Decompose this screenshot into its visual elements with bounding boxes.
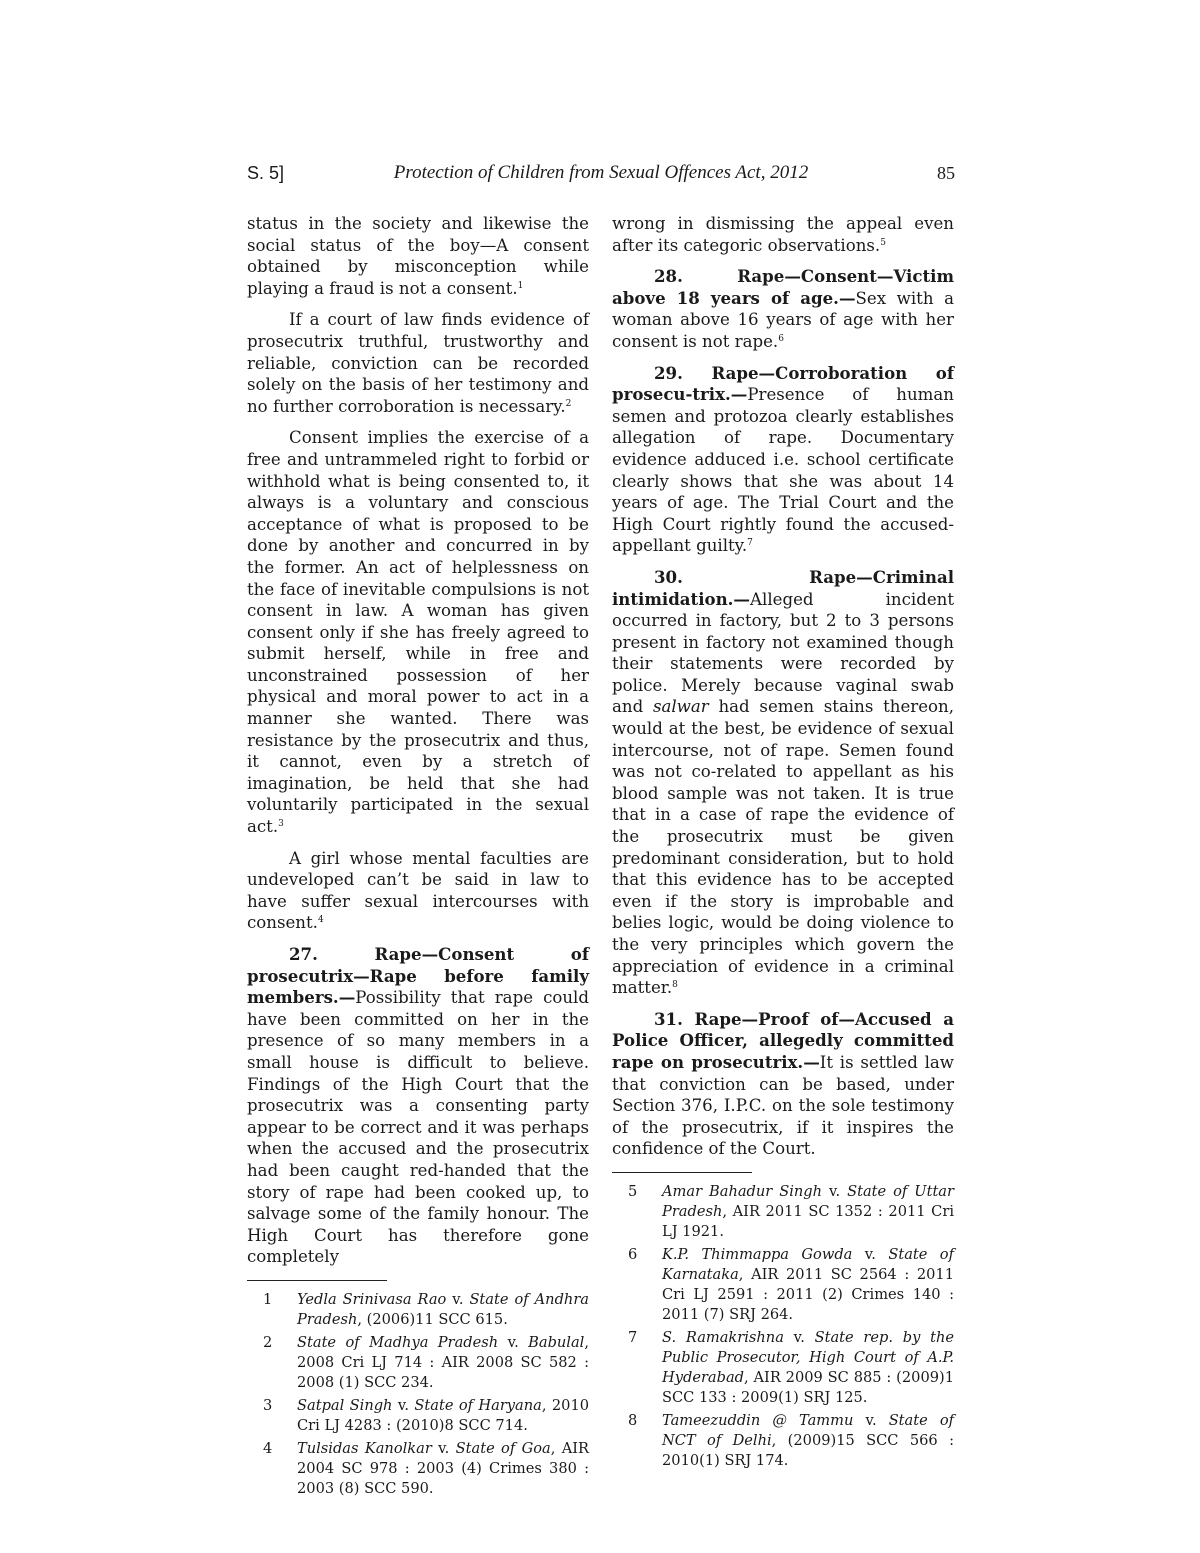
case-party: Tameezuddin @ Tammu — [662, 1411, 854, 1429]
footnote-text — [662, 1182, 954, 1242]
paragraph-mental-faculties: A girl whose mental faculties are undeveloped can’t be said in law to have suffer sexual intercourses with consent.$^4$ — [247, 848, 589, 933]
section-heading: 29. Rape—Corroboration of prosecu-trix.— — [612, 362, 954, 405]
footnote — [612, 1182, 954, 1242]
paragraph-consent: Consent implies the exercise of a free and untrammeled right to forbid or withhold what is being consented to, it always is a voluntary and conscious acceptance of what is proposed to be done by another and concurred in by the former. An act of helplessness on the face of inevitable compulsions is not consent in law. A woman has given consent only if she has freely agreed to submit herself, while in free and unconstrained possession of her physical and moral power to act in a manner she wanted. There was resistance by the prosecutrix and thus, it cannot, even by a stretch of imagination, be held that she had voluntarily participated in the sexual act.$^3$ — [247, 428, 589, 837]
footnote-number: 2 — [263, 1333, 273, 1351]
paragraph-status: status in the society and likewise the social status of the boy—A consent obtained by misconception while playing a fraud is not a consent.$^1$ — [247, 214, 589, 298]
footnotes-right — [612, 1182, 954, 1471]
footnote-ref: 7 — [747, 538, 753, 549]
versus: v. — [853, 1411, 889, 1429]
footnote-text — [297, 1333, 589, 1393]
section-heading: 30. Rape—Criminal intimidation.— — [612, 566, 954, 609]
footnote-ref: 6 — [778, 333, 784, 344]
italic-term: salwar — [652, 697, 709, 717]
footnote-ref: 3 — [278, 819, 284, 830]
footnote-text — [297, 1290, 589, 1330]
footnote-text — [662, 1245, 954, 1325]
footnote — [612, 1245, 954, 1325]
footnote — [612, 1411, 954, 1471]
left-column — [247, 213, 589, 1502]
case-party: State of Goa — [455, 1439, 551, 1457]
case-party: State of Karnataka — [662, 1245, 954, 1283]
section-heading: 28. Rape—Consent—Victim above 18 years of age.— — [612, 266, 954, 308]
case-party: State of NCT of Delhi — [662, 1411, 955, 1449]
section-30: 30. Rape—Criminal intimidation.—Alleged incident occurred in factory, but 2 to 3 persons present in factory not examined though their statements were recorded by police. Merely because vaginal swab and salwar had semen stains thereon, would at the best, be evidence of sexual intercourse, not of rape. Semen found was not co-related to appellant as his blood sample was not taken. It is true that in a case of rape the evidence of the prosecutrix must be given predominant consideration, but to hold that this evidence has to be accepted even if the story is improbable and belies logic, would be doing violence to the very principles which govern the appreciation of evidence in a criminal matter.$^8$ — [612, 566, 954, 998]
paragraph-evidence: If a court of law finds evidence of prosecutrix truthful, trustworthy and reliable, conviction can be recorded solely on the basis of her testimony and no further corroboration is necessary.$^2$ — [247, 310, 589, 416]
case-party: State of Madhya Pradesh — [297, 1333, 499, 1351]
footnote-number: 1 — [263, 1290, 273, 1308]
versus: v. — [822, 1182, 848, 1200]
versus: v. — [852, 1245, 889, 1263]
section-heading: 31. Rape—Proof of—Accused a Police Officer, allegedly committed rape on prosecutrix.— — [612, 1008, 954, 1072]
footnote-divider — [247, 1280, 387, 1281]
footnote-number: 5 — [628, 1182, 638, 1200]
footnote-number: 3 — [263, 1396, 273, 1414]
footnote — [247, 1396, 589, 1436]
footnote-divider — [612, 1172, 752, 1173]
paragraph-continued: wrong in dismissing the appeal even after its categoric observations.$^5$ — [612, 214, 954, 255]
citation: , 2010 Cri LJ 4283 : (2010)8 SCC 714. — [297, 1396, 590, 1434]
versus: v. — [498, 1333, 529, 1351]
footnote — [247, 1290, 589, 1330]
section-marker: S. 5] — [247, 163, 285, 183]
footnote-text — [662, 1328, 954, 1408]
case-party: State of Haryana — [414, 1396, 542, 1414]
versus: v. — [431, 1439, 456, 1457]
footnote-ref: 5 — [880, 237, 886, 248]
versus: v. — [392, 1396, 415, 1414]
case-party: State of Andhra Pradesh — [297, 1290, 589, 1328]
footnote-ref: 1 — [517, 280, 524, 291]
citation: , 2008 Cri LJ 714 : AIR 2008 SC 582 : 2008 (1) SCC 234. — [297, 1333, 589, 1391]
page-number: 85 — [937, 163, 955, 183]
case-party: S. Ramakrishna — [662, 1328, 784, 1346]
citation: , AIR 2011 SC 1352 : 2011 Cri LJ 1921. — [662, 1202, 954, 1240]
footnote-ref: 2 — [565, 398, 572, 409]
case-party: K.P. Thimmappa Gowda — [662, 1245, 853, 1263]
case-party: Satpal Singh — [297, 1396, 393, 1414]
case-party: Amar Bahadur Singh — [662, 1182, 823, 1200]
case-party: Yedla Srinivasa Rao — [297, 1290, 447, 1308]
footnote-number: 6 — [628, 1245, 638, 1263]
case-party: Babulal — [528, 1333, 585, 1351]
versus: v. — [446, 1290, 470, 1308]
citation: , (2009)15 SCC 566 : 2010(1) SRJ 174. — [662, 1431, 954, 1469]
section-28: 28. Rape—Consent—Victim above 18 years of age.—Sex with a woman above 16 years of age with her consent is not rape.$^6$ — [612, 266, 954, 351]
section-heading: 27. Rape—Consent of prosecutrix—Rape before family members.— — [247, 944, 589, 1008]
case-party: Tulsidas Kanolkar — [297, 1439, 432, 1457]
versus: v. — [783, 1328, 815, 1346]
footnote-text — [297, 1439, 589, 1499]
citation: , (2006)11 SCC 615. — [357, 1310, 508, 1328]
footnote-ref: 4 — [317, 915, 324, 926]
section-27: 27. Rape—Consent of prosecutrix—Rape before family members.—Possibility that rape could have been committed on her in the presence of so many members in a small house is difficult to believe. Findings of the High Court that the prosecutrix was a consenting party appear to be correct and it was perhaps when the accused and the prosecutrix had been caught red-handed that the story of rape had been cooked up, to salvage some of the family honour. The High Court has therefore gone completely — [247, 944, 589, 1267]
footnote-number: 4 — [263, 1439, 273, 1457]
right-column — [612, 213, 954, 1474]
citation: , AIR 2004 SC 978 : 2003 (4) Crimes 380 : 2003 (8) SCC 590. — [297, 1439, 589, 1497]
section-29: 29. Rape—Corroboration of prosecu-trix.—Presence of human semen and protozoa clearly establishes allegation of rape. Documentary evidence adduced i.e. school certificate clearly shows that she was about 14 years of age. The Trial Court and the High Court rightly found the accused-appellant guilty.$^7$ — [612, 362, 954, 556]
case-party: State of Uttar Pradesh — [662, 1182, 954, 1220]
footnote-text — [297, 1396, 589, 1436]
section-31: 31. Rape—Proof of—Accused a Police Officer, allegedly committed rape on prosecutrix.—It is settled law that conviction can be based, under Section 376, I.P.C. on the sole testimony of the prosecutrix, if it inspires the confidence of the Court. — [612, 1008, 954, 1159]
case-party: State rep. by the Public Prosecutor, High Court of A.P. Hyderabad — [662, 1328, 955, 1386]
footnote-ref: 8 — [672, 980, 678, 991]
footnote-number: 8 — [628, 1411, 638, 1429]
footnote — [247, 1333, 589, 1393]
running-header — [247, 160, 955, 190]
footnotes-left — [247, 1290, 589, 1499]
footnote-number: 7 — [628, 1328, 638, 1346]
footnote-text — [662, 1411, 954, 1471]
footnote — [247, 1439, 589, 1499]
book-title: Protection of Children from Sexual Offences Act, 2012 — [393, 162, 809, 183]
footnote — [612, 1328, 954, 1408]
citation: , AIR 2011 SC 2564 : 2011 Cri LJ 2591 : 2011 (2) Crimes 140 : 2011 (7) SRJ 264. — [662, 1265, 954, 1323]
citation: , AIR 2009 SC 885 : (2009)1 SCC 133 : 2009(1) SRJ 125. — [662, 1368, 954, 1406]
